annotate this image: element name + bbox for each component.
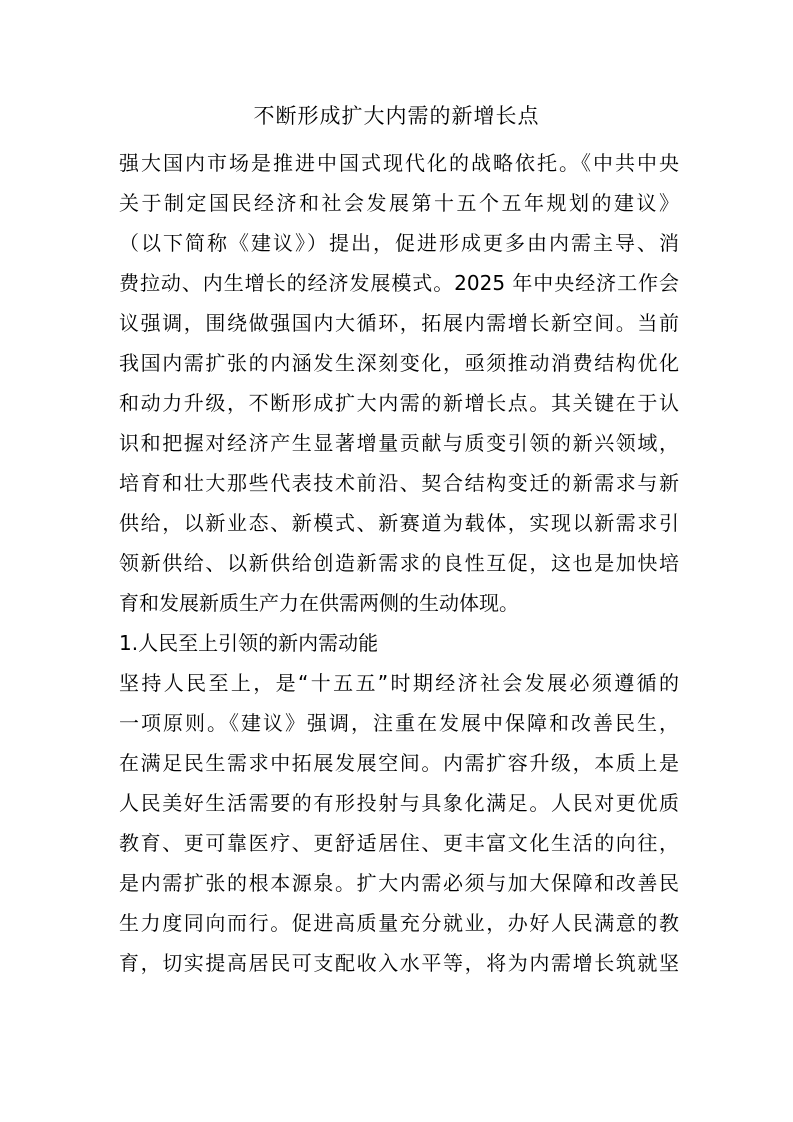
section-heading: 1.人民至上引领的新内需动能 bbox=[119, 631, 379, 655]
body-line: 识和把握对经济产生显著增量贡献与质变引领的新兴领域， bbox=[119, 431, 679, 455]
body-line: 领新供给、以新供给创造新需求的良性互促，这也是加快培 bbox=[119, 551, 679, 575]
body-line: 培育和壮大那些代表技术前沿、契合结构变迁的新需求与新 bbox=[119, 471, 679, 495]
body-line: 和动力升级，不断形成扩大内需的新增长点。其关键在于认 bbox=[119, 391, 679, 415]
body-line: 议强调，围绕做强国内大循环，拓展内需增长新空间。当前 bbox=[119, 311, 679, 335]
body-line: 供给，以新业态、新模式、新赛道为载体，实现以新需求引 bbox=[119, 511, 679, 535]
body-line: 坚持人民至上，是“十五五”时期经济社会发展必须遵循的 bbox=[119, 671, 679, 695]
body-line: 是内需扩张的根本源泉。扩大内需必须与加大保障和改善民 bbox=[119, 871, 679, 895]
body-line: 育，切实提高居民可支配收入水平等，将为内需增长筑就坚 bbox=[119, 951, 679, 975]
body-line: 关于制定国民经济和社会发展第十五个五年规划的建议》 bbox=[119, 191, 679, 215]
body-line: 在满足民生需求中拓展发展空间。内需扩容升级，本质上是 bbox=[119, 751, 679, 775]
body-line: （以下简称《建议》）提出，促进形成更多由内需主导、消 bbox=[119, 231, 679, 255]
body-line: 人民美好生活需要的有形投射与具象化满足。人民对更优质 bbox=[119, 791, 679, 815]
body-line: 强大国内市场是推进中国式现代化的战略依托。《中共中央 bbox=[119, 151, 679, 175]
body-line: 我国内需扩张的内涵发生深刻变化，亟须推动消费结构优化 bbox=[119, 351, 679, 375]
body-line: 生力度同向而行。促进高质量充分就业，办好人民满意的教 bbox=[119, 911, 679, 935]
body-line: 费拉动、内生增长的经济发展模式。2025 年中央经济工作会 bbox=[119, 271, 679, 295]
body-line: 一项原则。《建议》强调，注重在发展中保障和改善民生， bbox=[119, 711, 679, 735]
body-line: 育和发展新质生产力在供需两侧的生动体现。 bbox=[119, 591, 519, 615]
body-line: 教育、更可靠医疗、更舒适居住、更丰富文化生活的向往， bbox=[119, 831, 679, 855]
document-body bbox=[119, 143, 679, 983]
document-title: 不断形成扩大内需的新增长点 bbox=[253, 104, 540, 128]
